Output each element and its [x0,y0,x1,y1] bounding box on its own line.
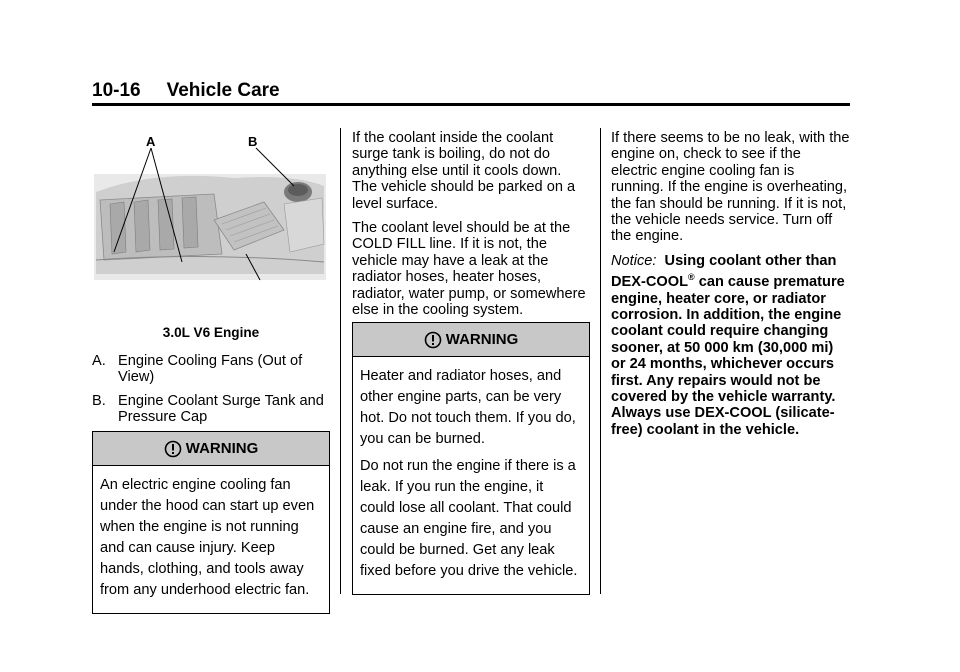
warning-title: WARNING [185,440,259,457]
page-header [92,80,280,102]
header-rule [92,103,850,106]
figure-caption: 3.0L V6 Engine [162,325,260,340]
column-three [611,130,851,446]
engine-illustration [94,134,326,282]
warning-text: Heater and radiator hoses, and other engine parts, can be very hot. Do not touch them. If you do, you can be burned. [360,368,576,447]
column-two [352,130,590,326]
callout-a: A [146,134,156,149]
column-divider [600,128,601,594]
warning-icon [164,440,182,458]
legend-item: B. Engine Coolant Surge Tank and Pressure Cap [92,392,324,426]
warning-text: An electric engine cooling fan under the hood can start up even when the engine is not running and can cause injury. Keep hands, clothing, and tools away from any underhood electric fan. [100,477,315,598]
warning-box [352,322,590,595]
paragraph: If the coolant inside the coolant surge tank is boiling, do not do anything else until it cools down. The vehicle should be parked on a level surface. [352,130,576,212]
figure-legend [92,353,330,433]
notice-label: Notice: [611,252,657,269]
paragraph: The coolant level should be at the COLD FILL line. If it is not, the vehicle may have a leak at the radiator hoses, heater hoses, radiator, water pump, or somewhere else in the cooling system. [352,220,586,319]
warning-box [92,431,330,614]
warning-title: WARNING [445,331,519,348]
callout-b: B [248,134,258,149]
page-number: 10-16 [92,80,141,101]
warning-header [93,432,329,466]
section-title: Vehicle Care [166,80,280,101]
paragraph: If there seems to be no leak, with the engine on, check to see if the electric engine cooling fan is running. If the engine is overheating, the fan should be running. If it is not, the vehicle needs service. Turn off the engine. [611,130,850,245]
registered-mark: ® [688,272,695,283]
legend-item: A. Engine Cooling Fans (Out of View) [92,353,303,386]
column-divider [340,128,341,594]
warning-icon [424,331,442,349]
notice-paragraph: Notice: Using coolant other than DEX-COOL® can cause premature engine, heater core, or radiator corrosion. In addition, the engine coolant could require changing sooner, at 50 000 km (30,000 mi) or 24 months, whichever occurs first. Any repairs would not be covered by the vehicle warranty. Always use DEX-COOL (silicate-free) coolant in the vehicle. [611,252,845,438]
warning-header [353,323,589,357]
warning-text: Do not run the engine if there is a leak. If you run the engine, it could lose all coolant. That could cause an engine fire, and you could be burned. Get any leak fixed before you drive the vehicle. [360,458,578,579]
